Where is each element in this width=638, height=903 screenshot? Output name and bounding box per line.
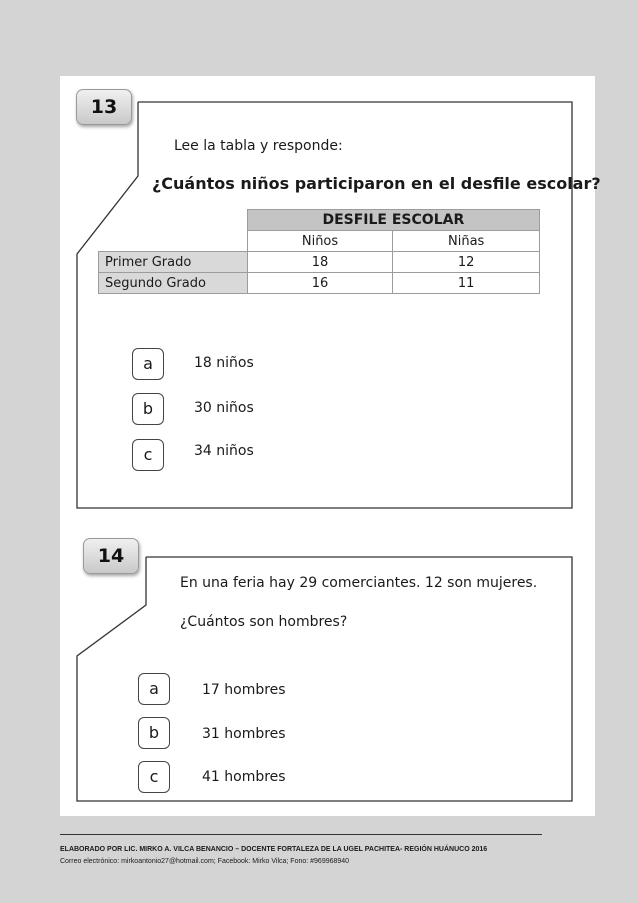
footer-contact: Correo electrónico: mirkoantonio27@hotmail.com; Facebook: Mirko Vilca; Fono: #969968940 — [60, 858, 350, 865]
question-13-title: ¿Cuántos niños participaron en el desfile escolar? — [152, 174, 601, 193]
footer-author: ELABORADO POR LIC. MIRKO A. VILCA BENANCIO – DOCENTE FORTALEZA DE LA UGEL PACHITEA- REGIÓN HUÁNUCO 2016 — [60, 846, 488, 853]
table-title: DESFILE ESCOLAR — [247, 210, 539, 231]
worksheet-page — [60, 76, 601, 816]
col-header-ninos: Niños — [247, 231, 393, 252]
col-header-ninas: Niñas — [393, 231, 540, 252]
option-c-button[interactable]: c — [138, 761, 170, 793]
table-row — [99, 252, 540, 273]
option-a-text: 18 niños — [194, 355, 254, 371]
footer-divider — [60, 834, 542, 835]
option-c-text: 41 hombres — [202, 769, 286, 785]
question-13-instruction: Lee la tabla y responde: — [174, 138, 343, 154]
option-c-button[interactable]: c — [132, 439, 164, 471]
row-label: Primer Grado — [99, 252, 248, 273]
desfile-table — [98, 209, 540, 294]
option-c-text: 34 niños — [194, 443, 254, 459]
option-b-button[interactable]: b — [138, 717, 170, 749]
option-b-text: 31 hombres — [202, 726, 286, 742]
cell-ninas: 11 — [393, 273, 540, 294]
question-14-number: 14 — [83, 538, 139, 574]
cell-ninos: 18 — [247, 252, 393, 273]
row-label: Segundo Grado — [99, 273, 248, 294]
table-row — [99, 273, 540, 294]
question-13-number: 13 — [76, 89, 132, 125]
cell-ninas: 12 — [393, 252, 540, 273]
option-a-button[interactable]: a — [138, 673, 170, 705]
option-a-button[interactable]: a — [132, 348, 164, 380]
option-a-text: 17 hombres — [202, 682, 286, 698]
option-b-button[interactable]: b — [132, 393, 164, 425]
cell-ninos: 16 — [247, 273, 393, 294]
option-b-text: 30 niños — [194, 400, 254, 416]
question-14-statement: En una feria hay 29 comerciantes. 12 son mujeres. — [180, 575, 538, 591]
question-14-question: ¿Cuántos son hombres? — [180, 614, 348, 630]
